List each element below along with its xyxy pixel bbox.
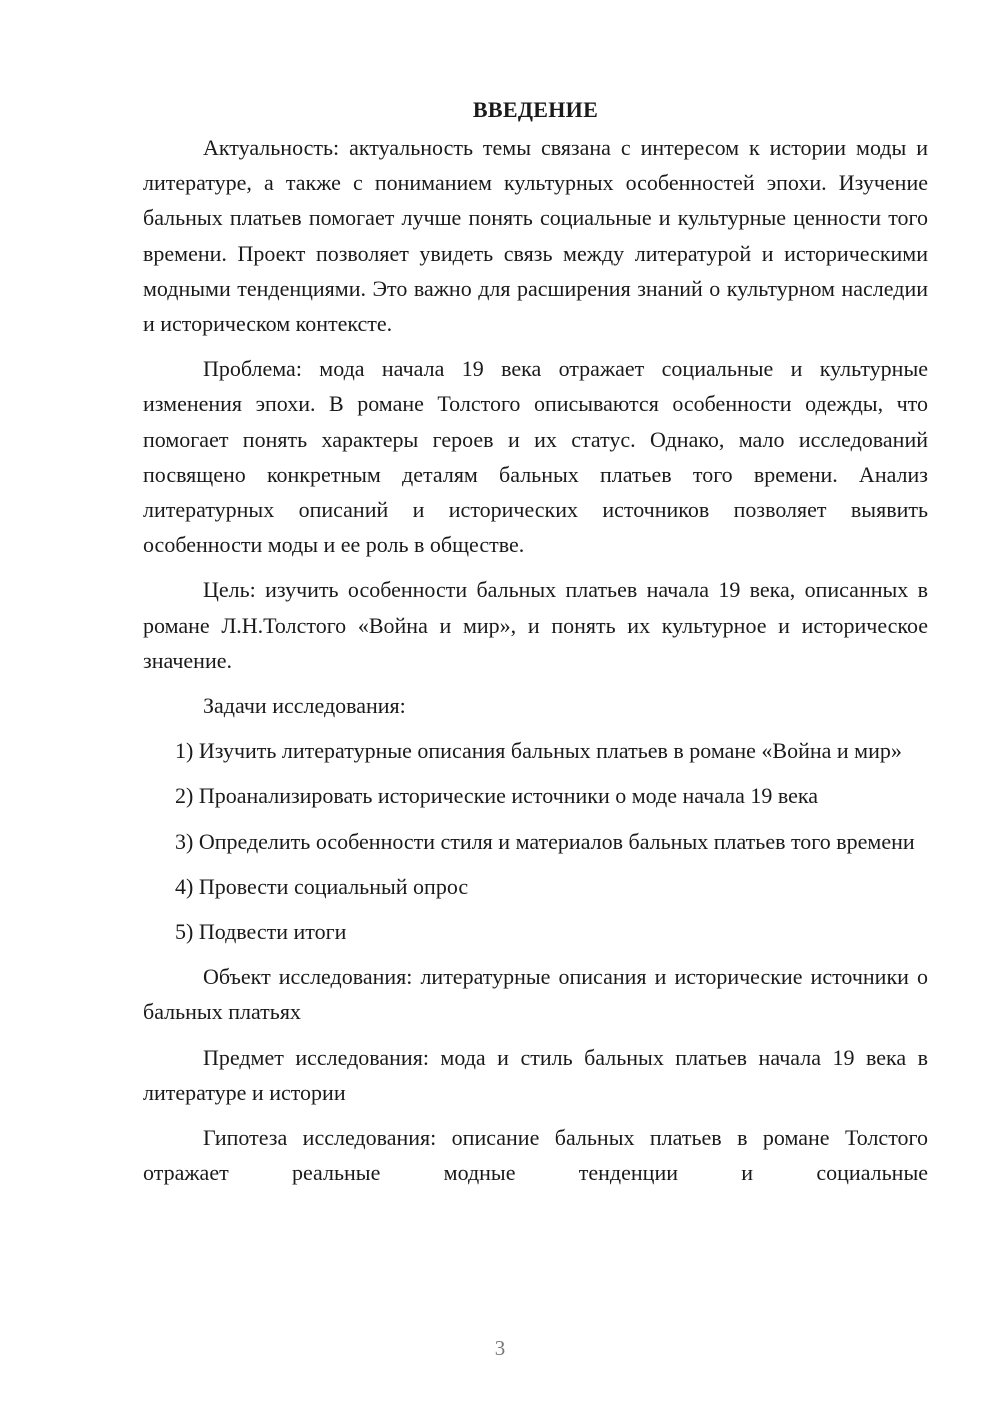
task-item: 5) Подвести итоги [175,919,347,945]
paragraph-subject: Предмет исследования: мода и стиль бальных платьев начала 19 века в литературе и истории [143,1044,928,1105]
paragraph-goal: Цель: изучить особенности бальных платьев начала 19 века, описанных в романе Л.Н.Толстого «Война и мир», и понять их культурное и историческое значение. [143,577,928,673]
paragraph-relevance: Актуальность: актуальность темы связана с интересом к истории моды и литературе, а также с пониманием культурных особенностей эпохи. Изучение бальных платьев помогает лучше понять социальные и культурные ценности того времени. Проект позволяет увидеть связь между литературой и историческими модными тенденциями. Это важно для расширения знаний о культурном наследии и историческом контексте. [143,135,928,337]
task-item: 1) Изучить литературные описания бальных платьев в романе «Война и мир» [175,738,902,764]
paragraph-hypothesis: Гипотеза исследования: описание бальных платьев в романе Толстого отражает реальные модные тенденции и социальные [143,1125,928,1186]
page-number: 3 [494,1336,506,1360]
task-item: 2) Проанализировать исторические источники о моде начала 19 века [175,783,819,809]
paragraph-problem: Проблема: мода начала 19 века отражает социальные и культурные изменения эпохи. В романе Толстого описываются особенности одежды, что помогает понять характеры героев и их статус. Однако, мало исследований посвящено конкретным деталям бальных платьев того времени. Анализ литературных описаний и исторических источников позволяет выявить особенности моды и ее роль в обществе. [143,356,928,558]
task-item: 3) Определить особенности стиля и материалов бальных платьев того времени [175,828,915,854]
task-item: 4) Провести социальный опрос [175,873,469,899]
section-title: ВВЕДЕНИЕ [472,97,599,122]
document-page [143,92,928,1200]
paragraph-object: Объект исследования: литературные описания и исторические источники о бальных платьях [143,964,928,1025]
tasks-heading: Задачи исследования: [203,693,406,719]
